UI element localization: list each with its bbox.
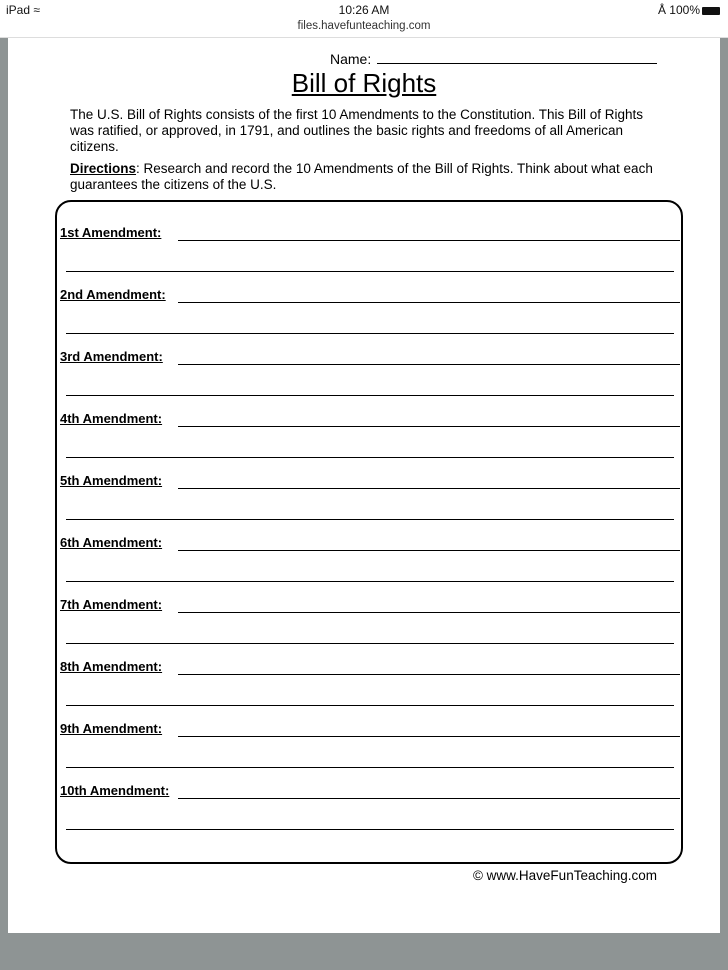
amendment-label: 3rd Amendment: <box>60 349 163 364</box>
answer-line[interactable] <box>178 488 680 489</box>
directions <box>70 161 660 193</box>
bluetooth-icon: Å <box>657 3 666 17</box>
amendment-label: 6th Amendment: <box>60 535 163 550</box>
amendment-label: 9th Amendment: <box>60 721 163 736</box>
answer-line[interactable] <box>178 736 680 737</box>
device-name: iPad <box>6 3 31 17</box>
amendment-row <box>60 264 680 326</box>
copyright-footer: © www.HaveFunTeaching.com <box>472 868 657 883</box>
name-label: Name: <box>330 51 372 67</box>
directions-text: : Research and record the 10 Amendments of the Bill of Rights. Think about what each guarantees the citizens of the U.S. <box>70 161 653 192</box>
name-line <box>377 51 657 64</box>
answer-line[interactable] <box>178 426 680 427</box>
amendment-label: 8th Amendment: <box>60 659 163 674</box>
amendment-label: 4th Amendment: <box>60 411 163 426</box>
answer-line[interactable] <box>66 829 674 830</box>
battery-percent: 100% <box>669 3 700 17</box>
answer-line[interactable] <box>178 612 680 613</box>
battery-icon <box>702 7 720 15</box>
page-title: Bill of Rights <box>291 68 437 98</box>
amendment-row <box>60 512 680 574</box>
address-bar[interactable]: files.havefunteaching.com <box>297 20 431 32</box>
status-bar <box>0 0 728 38</box>
amendments-box <box>55 200 683 864</box>
directions-label: Directions <box>70 161 137 176</box>
amendment-label: 5th Amendment: <box>60 473 163 488</box>
amendment-label: 7th Amendment: <box>60 597 163 612</box>
answer-line[interactable] <box>178 550 680 551</box>
answer-line[interactable] <box>178 364 680 365</box>
amendment-row <box>60 574 680 636</box>
amendment-label: 2nd Amendment: <box>60 287 166 302</box>
amendment-label: 1st Amendment: <box>60 225 162 240</box>
amendment-row <box>60 388 680 450</box>
amendment-row <box>60 698 680 760</box>
answer-line[interactable] <box>178 240 680 241</box>
intro-text: The U.S. Bill of Rights consists of the first 10 Amendments to the Constitution. This Bill of Rights was ratified, or approved, in 1791, and outlines the basic rights and freedoms of all American citizens. <box>70 107 644 154</box>
worksheet-page <box>8 38 720 933</box>
wifi-icon: ≈ <box>33 3 40 17</box>
amendment-row <box>60 760 680 822</box>
amendment-label: 10th Amendment: <box>60 783 170 798</box>
amendment-row <box>60 636 680 698</box>
name-field <box>330 51 657 67</box>
answer-line[interactable] <box>178 798 680 799</box>
amendment-row <box>60 202 680 264</box>
amendment-row <box>60 326 680 388</box>
answer-line[interactable] <box>178 674 680 675</box>
clock: 10:26 AM <box>338 3 390 17</box>
answer-line[interactable] <box>178 302 680 303</box>
amendment-row <box>60 450 680 512</box>
